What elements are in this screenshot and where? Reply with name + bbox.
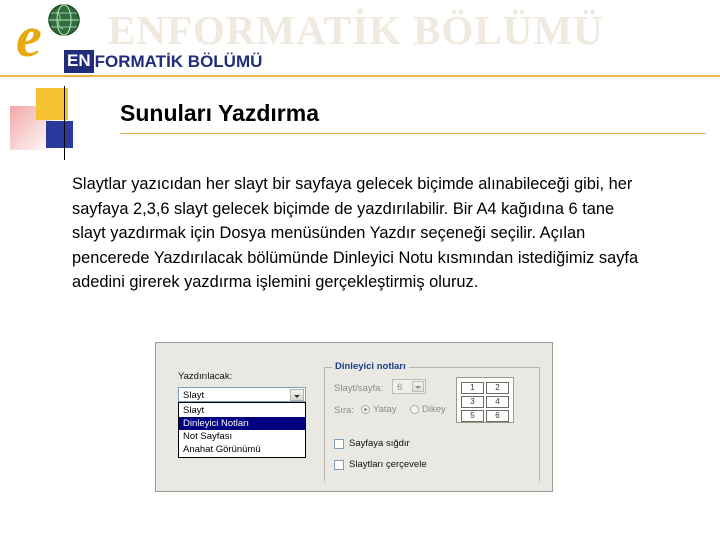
dropdown-option-dinleyici-notlari[interactable]: Dinleyici Notları <box>179 417 305 430</box>
radio-order-horizontal[interactable] <box>361 405 370 414</box>
dropdown-option-slayt[interactable]: Slayt <box>183 405 205 416</box>
deco-square-blue <box>46 121 73 148</box>
handout-groupbox-title: Dinleyici notları <box>332 361 409 372</box>
checkbox-frame-slides[interactable] <box>334 460 344 470</box>
slides-per-page-label: Slayt/sayfa: <box>334 383 384 394</box>
department-name-rest: FORMATİK BÖLÜMÜ <box>94 51 263 71</box>
chevron-down-icon[interactable] <box>412 381 424 392</box>
print-what-label: Yazdırılacak: <box>178 371 233 382</box>
preview-cell: 5 <box>461 410 484 422</box>
dropdown-option-anahat-gorunumu[interactable]: Anahat Görünümü <box>183 444 261 455</box>
page-layout-preview <box>456 377 514 423</box>
title-decoration <box>10 88 120 160</box>
department-name <box>64 50 262 73</box>
header-divider <box>0 75 720 77</box>
slides-per-page-value: 6 <box>397 382 403 393</box>
checkbox-frame-slides-label: Slaytları çerçevele <box>349 459 427 470</box>
department-name-prefix: EN <box>64 50 94 73</box>
preview-cell: 2 <box>486 382 509 394</box>
order-label: Sıra: <box>334 405 355 416</box>
preview-cell: 1 <box>461 382 484 394</box>
preview-cell: 3 <box>461 396 484 408</box>
print-what-dropdown-list[interactable] <box>178 402 306 458</box>
radio-order-horizontal-label: Yatay <box>373 404 397 415</box>
globe-icon <box>46 2 82 38</box>
slides-per-page-spinner[interactable] <box>392 379 426 394</box>
checkbox-scale-to-fit[interactable] <box>334 439 344 449</box>
radio-order-vertical[interactable] <box>410 405 419 414</box>
print-dialog-screenshot <box>155 342 553 492</box>
logo-letter: e <box>16 4 42 69</box>
page-title: Sunuları Yazdırma <box>120 100 319 126</box>
preview-cell: 4 <box>486 396 509 408</box>
print-what-combobox[interactable] <box>178 387 306 402</box>
slide-body-text: Slaytlar yazıcıdan her slayt bir sayfaya gelecek biçimde alınabileceği gibi, her sayfaya 2,3,6 slayt gelecek biçimde de yazdırılabilir. Bir A4 kağıdına 6 tane slayt yazdırmak için Dosya menüsünden Yazdır seçeneği seçilir. Açılan pencerede Yazdırılacak bölümünde Dinleyici Notu kısmından istediğimiz sayfa adedini girerek yazdırma işlemini gerçekleştirmiş oluruz. <box>72 175 639 291</box>
deco-vertical-line <box>64 86 65 160</box>
slide-header <box>0 0 720 76</box>
checkbox-scale-to-fit-label: Sayfaya sığdır <box>349 438 410 449</box>
chevron-down-icon[interactable] <box>290 389 304 401</box>
radio-order-vertical-label: Dikey <box>422 404 446 415</box>
screenshot-bottom-fade <box>156 477 552 491</box>
preview-cell: 6 <box>486 410 509 422</box>
print-what-combobox-value: Slayt <box>183 390 205 401</box>
title-underline <box>120 133 706 134</box>
header-watermark: ENFORMATİK BÖLÜMÜ <box>108 7 604 53</box>
dropdown-option-not-sayfasi[interactable]: Not Sayfası <box>183 431 233 442</box>
